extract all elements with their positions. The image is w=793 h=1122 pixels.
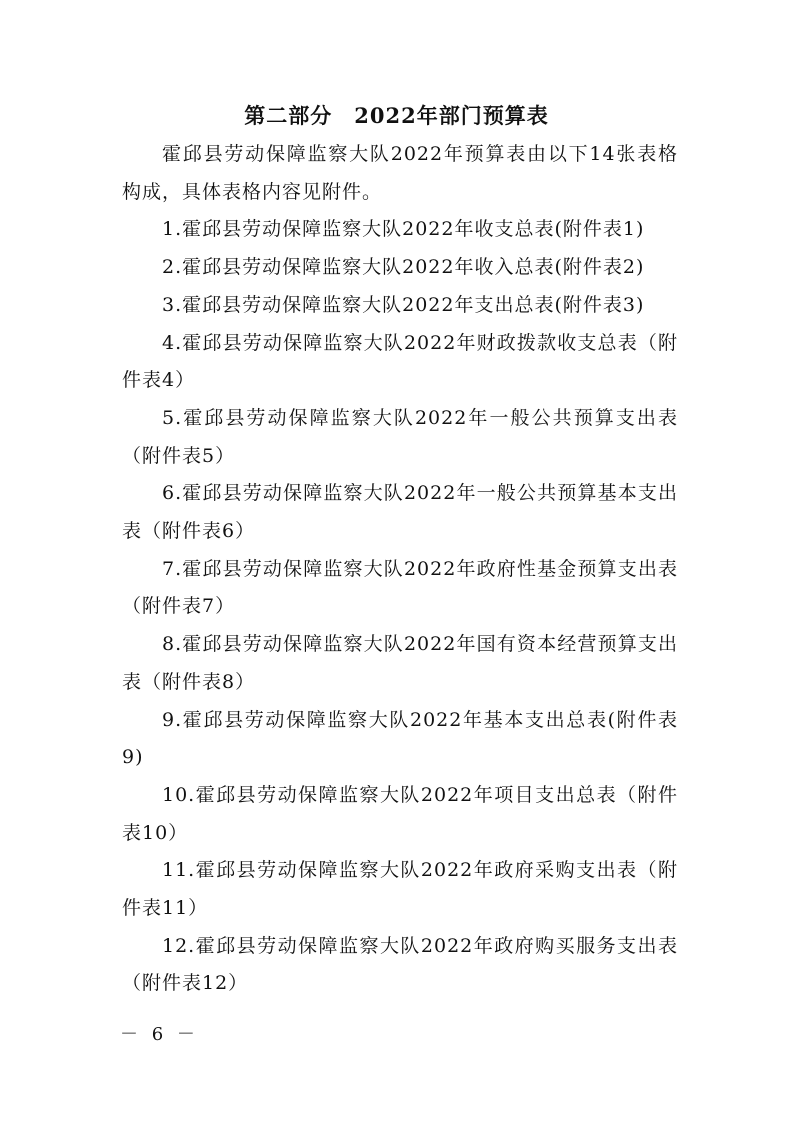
page-number: － 6 －	[120, 1024, 199, 1045]
list-item: 9.霍邱县劳动保障监察大队2022年基本支出总表(附件表9)	[122, 708, 678, 769]
list-item: 8.霍邱县劳动保障监察大队2022年国有资本经营预算支出表（附件表8）	[122, 633, 678, 693]
list-item: 7.霍邱县劳动保障监察大队2022年政府性基金预算支出表（附件表7）	[122, 557, 678, 618]
list-item: 11.霍邱县劳动保障监察大队2022年政府采购支出表（附件表11）	[122, 859, 678, 920]
document-body	[122, 136, 678, 1003]
list-item: 10.霍邱县劳动保障监察大队2022年项目支出总表（附件表10）	[122, 783, 678, 844]
list-item: 3.霍邱县劳动保障监察大队2022年支出总表(附件表3)	[162, 293, 645, 316]
list-item: 6.霍邱县劳动保障监察大队2022年一般公共预算基本支出表（附件表6）	[122, 482, 678, 543]
page-title: 第二部分 2022年部门预算表	[244, 103, 549, 128]
list-item: 5.霍邱县劳动保障监察大队2022年一般公共预算支出表（附件表5）	[122, 406, 678, 467]
intro-paragraph: 霍邱县劳动保障监察大队2022年预算表由以下14张表格构成，具体表格内容见附件。	[122, 143, 678, 203]
list-item: 2.霍邱县劳动保障监察大队2022年收入总表(附件表2)	[162, 256, 645, 279]
list-item: 4.霍邱县劳动保障监察大队2022年财政拨款收支总表（附件表4）	[122, 331, 678, 392]
list-item: 1.霍邱县劳动保障监察大队2022年收支总表(附件表1)	[162, 218, 645, 241]
list-item: 12.霍邱县劳动保障监察大队2022年政府购买服务支出表（附件表12）	[122, 934, 678, 995]
